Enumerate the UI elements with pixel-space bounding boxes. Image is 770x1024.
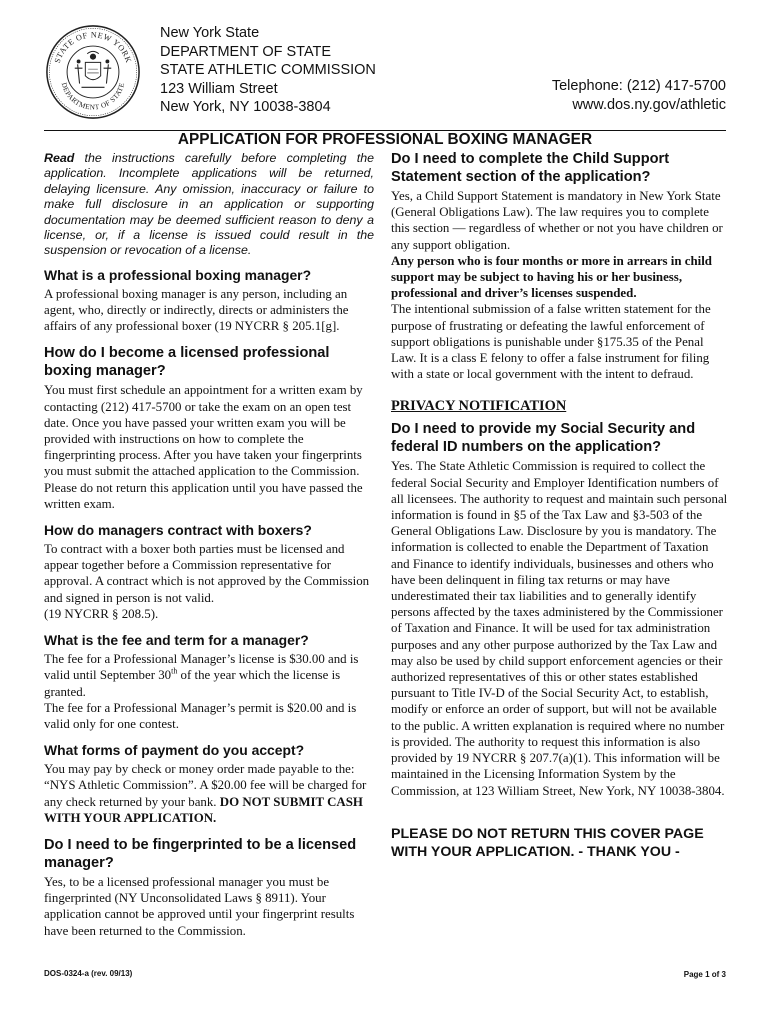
child-support-heading: Do I need to complete the Child Support Statement section of the application?	[391, 151, 670, 185]
form-id: DOS-0324-a (rev. 09/13)	[44, 969, 133, 978]
page-number: Page 1 of 3	[683, 970, 726, 979]
ssn-heading: Do I need to provide my Social Security and federal ID numbers on the application?	[391, 421, 696, 456]
fingerprint-body: Yes, to be a licensed professional manager you must be fingerprinted (NY Unconsolidated Laws § 8911). Your application cannot be approved until your fingerprint results have been returned to the Commission.	[44, 874, 355, 938]
website-link[interactable]: www.dos.ny.gov/athletic	[572, 96, 726, 113]
child-support-body: Yes, a Child Support Statement is mandatory in New York State (General Obligations Law). The law requires you to complete this section — regardless of whether or not you have children or any support obligation.	[391, 189, 723, 252]
payment-body: You may pay by check or money order made payable to the: “NYS Athletic Commission”. A $20.00 fee will be charged for any check returned by your bank. DO NOT SUBMIT CASH WITH YOUR APPLICATION.	[44, 762, 367, 825]
contract-citation: (19 NYCRR § 208.5).	[44, 606, 159, 621]
contract-body: To contract with a boxer both parties must be licensed and appear together before a Commission representative for approval. A contract which is not approved by the Commission and signed in person is not valid.	[44, 542, 370, 605]
contract-heading: How do managers contract with boxers?	[44, 522, 312, 539]
how-become-body: You must first schedule an appointment for a written exam by contacting (212) 417-5700 or take the exam on an open test date. Once you have passed your written exam you will be provided with instructions on how to complete the fingerprinting process. After you have taken your fingerprints you must submit the attached application to the Commission. Please do not return this application until you have passed the written exam.	[44, 383, 363, 511]
agency-line-street: 123 William Street	[160, 80, 278, 97]
agency-address-block	[160, 24, 376, 117]
fee-license-text: The fee for a Professional Manager’s license is $30.00 and is valid until September 30th of the year which the license is granted.	[44, 652, 359, 699]
contact-block	[552, 77, 726, 114]
how-become-heading: How do I become a licensed professional boxing manager?	[44, 345, 330, 380]
seal-top-text: STATE OF NEW YORK	[52, 30, 134, 65]
ssn-body: Yes. The State Athletic Commission is required to collect the federal Social Security and Employer Identification numbers of all licensees. The authority to request and maintain such personal information is found in §5 of the Tax Law and §3-503 of the General Obligations Law. Disclosure by you is mandatory. The information is collected to enable the Department of Taxation and Finance to identify individuals, businesses and others who have been delinquent in filing tax returns or may have underestimated their tax liabilities and to generally identify persons affected by the taxes administered by the Commissioner of Taxation and Finance. It will be used for tax administration purposes and any other purpose authorized by the Tax Law and may also be used by child support enforcement agencies or their authorized representatives of this or other states established pursuant to Title IV-D of the Social Security Act, to establish, modify or enforce an order of support, but will not be available to the public. A written explanation is required where no number is provided. The authority to request this information is also provided by 19 NYCRR § 207.7(a)(1). This information will be maintained in the Licensing Information System by the Commission, at 123 William Street, New York, NY 10038-3804.	[391, 459, 728, 798]
intro-paragraph	[44, 151, 374, 259]
payment-warning: DO NOT SUBMIT CASH WITH YOUR APPLICATION.	[44, 794, 363, 825]
right-column	[391, 150, 729, 861]
what-is-body: A professional boxing manager is any person, including an agent, who, directly or indirectly, directs or administers the affairs of any professional boxer (19 NYCRR § 205.1[g].	[44, 286, 349, 334]
fee-permit-text: The fee for a Professional Manager’s permit is $20.00 and is valid only for one contest.	[44, 700, 357, 731]
intro-text: the instructions carefully before completing the application. Incomplete applications will be returned, delaying licensure. Any omission, inaccuracy or failure to make full disclosure in an application or supporting documentation may be deemed sufficient reason to deny a license, or, if a license is issued could result in the suspension or revocation of a license.	[44, 151, 374, 258]
left-column	[44, 151, 374, 939]
agency-line-department: DEPARTMENT OF STATE	[160, 43, 332, 60]
agency-line-state: New York State	[160, 25, 260, 41]
page-title: APPLICATION FOR PROFESSIONAL BOXING MANAGER	[177, 131, 593, 148]
fingerprint-heading: Do I need to be fingerprinted to be a licensed manager?	[44, 836, 357, 871]
privacy-notification-heading: PRIVACY NOTIFICATION	[391, 398, 567, 415]
seal-bottom-text: DEPARTMENT OF STATE	[59, 81, 127, 112]
cover-page-notice: PLEASE DO NOT RETURN THIS COVER PAGE WITH YOUR APPLICATION. - THANK YOU -	[391, 825, 704, 860]
agency-line-city: New York, NY 10038-3804	[160, 99, 331, 115]
fee-heading: What is the fee and term for a manager?	[44, 632, 309, 649]
state-seal-logo	[45, 24, 141, 120]
agency-line-commission: STATE ATHLETIC COMMISSION	[160, 62, 376, 78]
payment-heading: What forms of payment do you accept?	[44, 742, 305, 759]
child-support-body-2: The intentional submission of a false written statement for the purpose of frustrating or defeating the lawful enforcement of support obligations is punishable under §175.35 of the Penal Law. It is a class E felony to offer a false instrument for filing with a state or local government with the intent to defraud.	[391, 302, 711, 382]
intro-lead: Read	[44, 151, 75, 165]
svg-text:DEPARTMENT OF STATE	[60, 82, 127, 112]
child-support-warning: Any person who is four months or more in arrears in child support may be subject to having his or her business, professional and driver’s licenses suspended.	[391, 253, 712, 301]
telephone-text: Telephone: (212) 417-5700	[551, 78, 726, 94]
what-is-heading: What is a professional boxing manager?	[44, 266, 312, 283]
